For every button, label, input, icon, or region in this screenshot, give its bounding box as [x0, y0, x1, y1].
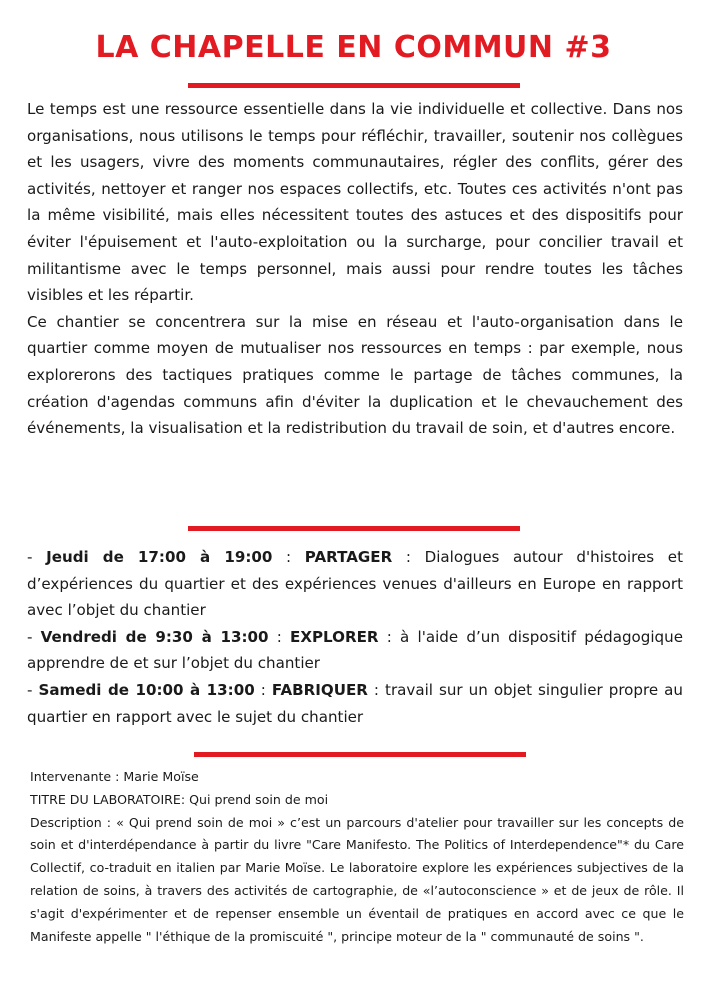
schedule-item-thursday	[27, 544, 683, 624]
schedule-action: FABRIQUER	[271, 680, 368, 699]
lab-speaker: Intervenante : Marie Moïse	[30, 769, 199, 784]
intro-paragraph-1: Le temps est une ressource essentielle dans la vie individuelle et collective. Dans nos organisations, nous utilisons le temps pour réfléchir, travailler, soutenir nos collègues et les usagers, vivre des moments communautaires, régler des conflits, gérer des activités, nettoyer et ranger nos espaces collectifs, etc. Toutes ces activités n'ont pas la même visibilité, mais elles nécessitent toutes des astuces et des dispositifs pour éviter l'épuisement et l'auto-exploitation ou la surcharge, pour concilier travail et militantisme avec le temps personnel, mais aussi pour rendre toutes les tâches visibles et les répartir.	[27, 100, 683, 305]
schedule-separator: :	[272, 548, 305, 566]
schedule-description: : Dialogues autour d'histoires et d’expériences du quartier et des expériences venues d'ailleurs en Europe en rapport avec l’objet du chantier	[27, 548, 683, 620]
schedule-time: Vendredi de 9:30 à 13:00	[40, 627, 269, 646]
section-divider	[194, 752, 526, 757]
schedule-dash: -	[27, 680, 39, 699]
schedule-separator: :	[268, 627, 291, 646]
schedule-action: PARTAGER	[304, 548, 393, 566]
section-divider	[188, 526, 520, 531]
schedule-dash: -	[27, 548, 47, 566]
schedule-item-friday	[27, 624, 683, 677]
schedule-separator: :	[254, 680, 272, 699]
schedule-description: : à l'aide d’un dispositif pédagogique apprendre de et sur l’objet du chantier	[27, 627, 683, 673]
schedule-dash: -	[27, 627, 41, 646]
schedule-time: Jeudi de 17:00 à 19:00	[46, 548, 273, 566]
lab-description: Description : « Qui prend soin de moi » c’est un parcours d'atelier pour travailler sur les concepts de soin et d'interdépendance à partir du livre "Care Manifesto. The Politics of Interdependence"* du Care Collectif, co-traduit en italien par Marie Moïse. Le laboratoire explore les expériences subjectives de la relation de soins, à travers des activités de cartographie, de «l’autoconscience » et de jeux de rôle. Il s'agit d'expérimenter et de repenser ensemble un éventail de pratiques en accord avec ce que le Manifeste appelle " l'éthique de la promiscuité ", principe moteur de la " communauté de soins ".	[30, 814, 684, 944]
schedule-section	[27, 544, 683, 730]
lab-title: TITRE DU LABORATOIRE: Qui prend soin de moi	[30, 791, 329, 807]
schedule-item-saturday	[27, 677, 683, 730]
schedule-action: EXPLORER	[290, 627, 379, 646]
schedule-time: Samedi de 10:00 à 13:00	[38, 680, 255, 699]
schedule-description: : travail sur un objet singulier propre au quartier en rapport avec le sujet du chantier	[27, 680, 684, 726]
page-title: LA CHAPELLE EN COMMUN #3	[95, 30, 612, 65]
lab-section	[30, 766, 684, 948]
intro-paragraph-2: Ce chantier se concentrera sur la mise en réseau et l'auto-organisation dans le quartier comme moyen de mutualiser nos ressources en temps : par exemple, nous explorerons des tactiques pratiques comme le partage de tâches communes, la création d'agendas communs afin d'éviter la duplication et le chevauchement des événements, la visualisation et la redistribution du travail de soin, et d'autres encore.	[27, 312, 683, 438]
intro-section	[27, 96, 683, 442]
title-divider	[188, 83, 520, 88]
